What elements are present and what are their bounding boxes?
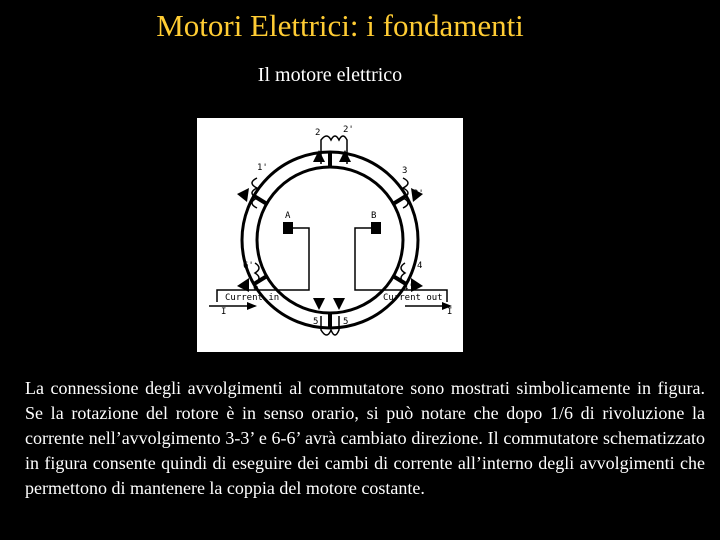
label-a: A [285,211,291,221]
slide-subtitle: Il motore elettrico [257,64,403,86]
label-b: B [371,211,377,221]
label-1p: 1' [257,163,268,173]
current-in-arrow [247,302,257,310]
label-2p: 2' [343,125,354,135]
commutator-svg [197,118,463,352]
label-5: 5 [343,317,349,327]
label-6p: 6' [243,261,254,271]
label-current-in: Current in [225,293,280,303]
brush-b [371,222,381,234]
label-3: 3 [402,166,408,176]
slide-title: Motori Elettrici: i fondamenti [156,8,524,43]
label-5p: 5' [313,317,324,327]
label-current-out: Current out [383,293,443,303]
slide-paragraph: La connessione degli avvolgimenti al commutatore sono mostrati simbolicamente in figura. Se la rotazione del rotore è in senso orario, si può notare che dopo 1/6 di rivoluzione la corrente nell’avvolgimento 3-3’ e 6-6’ avrà cambiato direzione. Il commutatore schematizzato in figura consente quindi di eseguire dei cambi di corrente all’interno degli avvolgimenti che permettono di mantenere la coppia del motore costante. [25,378,705,498]
commutator-diagram [197,118,463,352]
label-3p: 3' [413,189,424,199]
brush-a [283,222,293,234]
label-4p: 4' [403,283,414,293]
label-6: 6 [253,283,259,293]
field-arrows [237,150,423,310]
label-i-left: I [221,307,227,317]
label-2: 2 [315,128,321,138]
label-4: 4 [417,261,423,271]
label-1: 1 [242,191,248,201]
label-i-right: I [447,307,453,317]
commutator-inner-ring [257,167,403,313]
